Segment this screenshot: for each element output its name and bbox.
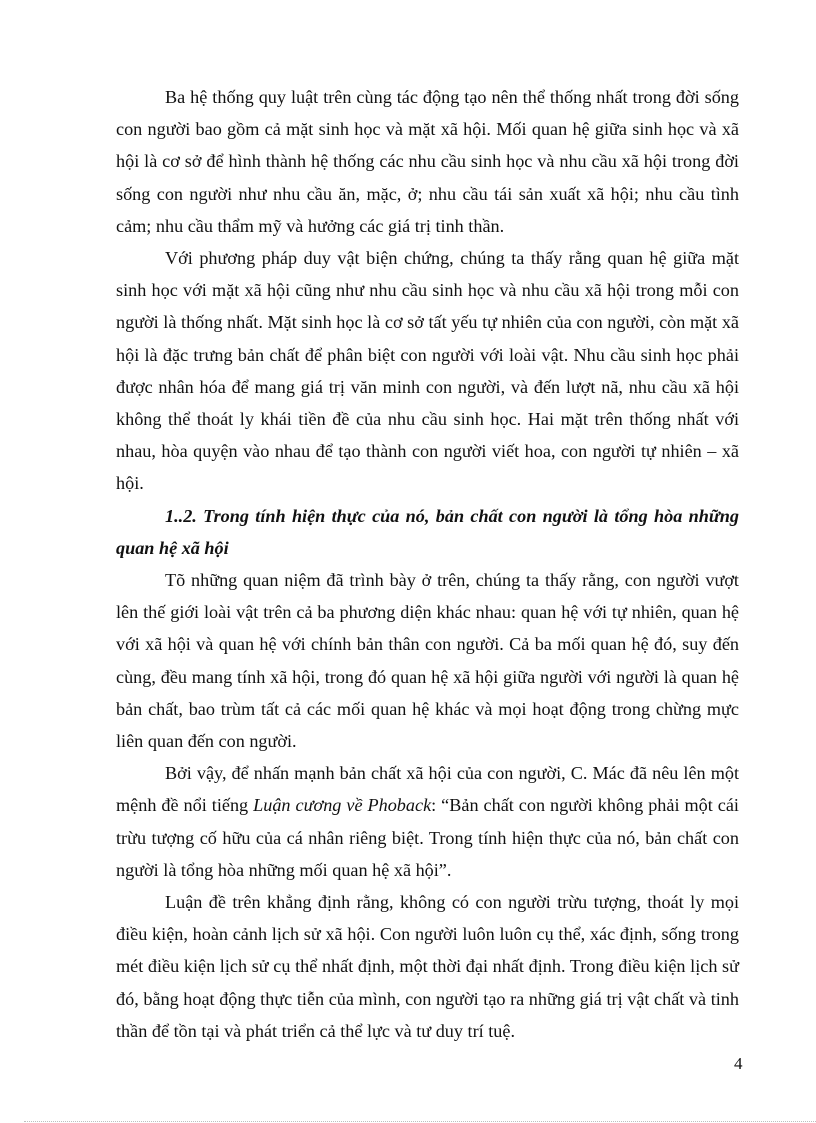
- paragraph-marx-quote: [116, 757, 739, 886]
- paragraph-concrete-human: Luận đề trên khẳng định rằng, không có con người trừu tượng, thoát ly mọi điều kiện, hoàn cảnh lịch sử xã hội. Con người luôn luôn cụ thể, xác định, sống trong mét điều kiện lịch sử cụ thể nhất định, một thời đại nhất định. Trong điều kiện lịch sử đó, bằng hoạt động thực tiễn của mình, con người tạo ra những giá trị vật chất và tinh thần để tồn tại và phát triển cả thể lực và tư duy trí tuệ.: [116, 892, 739, 1041]
- page-number: 4: [734, 1054, 743, 1073]
- quote-intro: Bởi vậy, để nhấn mạnh bản chất xã hội của con người, C. Mác đã nêu lên một mệnh đề nổi tiếng: [116, 763, 739, 816]
- work-title: Luận cương về Phoback: [253, 795, 432, 816]
- quote-text: : “Bản chất con người không phải một cái trừu tượng cố hữu của cá nhân riêng biệt. Trong tính hiện thực của nó, bản chất con người là tổng hòa những mối quan hệ xã hội”.: [116, 795, 739, 880]
- paragraph-dialectical-method: Với phương pháp duy vật biện chứng, chúng ta thấy rằng quan hệ giữa mặt sinh học với mặt xã hội cũng như nhu cầu sinh học và nhu cầu xã hội trong mỗi con người là thống nhất. Mặt sinh học là cơ sở tất yếu tự nhiên của con người, còn mặt xã hội là đặc trưng bản chất để phân biệt con người với loài vật. Nhu cầu sinh học phải được nhân hóa để mang giá trị văn minh con người, và đến lượt nã, nhu cầu xã hội không thể thoát ly khái tiền đề của nhu cầu sinh học. Hai mặt trên thống nhất với nhau, hòa quyện vào nhau để tạo thành con người viết hoa, con người tự nhiên – xã hội.: [116, 248, 739, 494]
- paragraph-three-relations: Tõ những quan niệm đã trình bày ở trên, chúng ta thấy rằng, con người vượt lên thế giới loài vật trên cả ba phương diện khác nhau: quan hệ với tự nhiên, quan hệ với xã hội và quan hệ với chính bản thân con người. Cả ba mối quan hệ đó, suy đến cùng, đều mang tính xã hội, trong đó quan hệ xã hội giữa người với người là quan hệ bản chất, bao trùm tất cả các mối quan hệ khác và mọi hoạt động trong chừng mực liên quan đến con người.: [116, 570, 739, 752]
- bottom-divider: [24, 1121, 816, 1122]
- section-heading: 1..2. Trong tính hiện thực của nó, bản chất con người là tổng hòa những quan hệ xã hội: [116, 505, 739, 558]
- body-text: [116, 81, 739, 1047]
- paragraph-laws-unity: Ba hệ thống quy luật trên cùng tác động tạo nên thể thống nhất trong đời sống con người bao gồm cả mặt sinh học và mặt xã hội. Mối quan hệ giữa sinh học và xã hội là cơ sở để hình thành hệ thống các nhu cầu sinh học và nhu cầu xã hội trong đời sống con người như nhu cầu ăn, mặc, ở; nhu cầu tái sản xuất xã hội; nhu cầu tình cảm; nhu cầu thẩm mỹ và hưởng các giá trị tinh thần.: [116, 87, 739, 236]
